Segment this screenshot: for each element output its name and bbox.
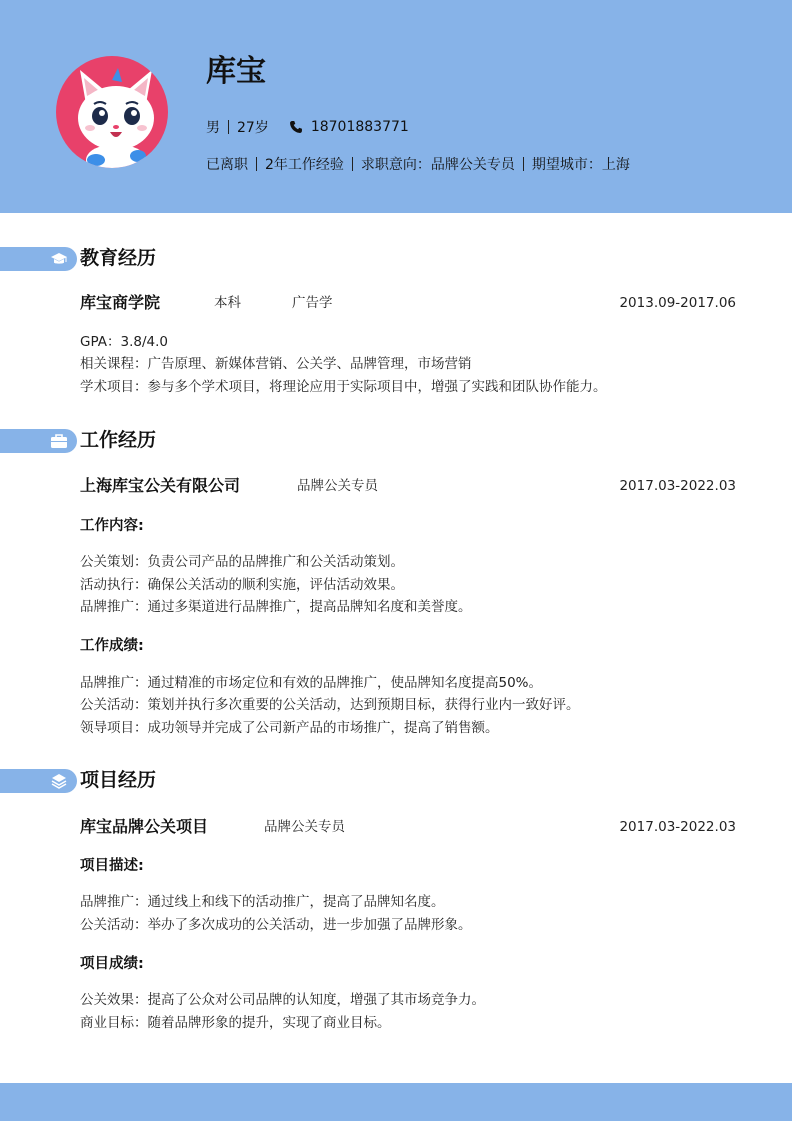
candidate-name: 库宝 <box>206 54 266 89</box>
education-line: GPA：3.8/4.0 <box>80 334 168 350</box>
header-banner <box>0 0 792 213</box>
work-content-line: 品牌推广：通过多渠道进行品牌推广，提高品牌知名度和美誉度。 <box>80 599 472 615</box>
job-info-row <box>206 154 630 174</box>
work-content-line: 活动执行：确保公关活动的顺利实施，评估活动效果。 <box>80 577 404 593</box>
graduation-cap-icon <box>50 251 68 267</box>
cartoon-cat-avatar <box>56 56 168 168</box>
section-title: 教育经历 <box>80 247 157 269</box>
briefcase-icon <box>50 433 68 449</box>
project-name: 库宝品牌公关项目 <box>80 817 209 836</box>
work-results-heading: 工作成绩: <box>80 638 144 654</box>
gender-text: 男 <box>206 120 220 136</box>
work-result-line: 公关活动：策划并执行多次重要的公关活动，达到预期目标，获得行业内一致好评。 <box>80 697 580 713</box>
separator <box>352 157 353 171</box>
school-name: 库宝商学院 <box>80 293 161 312</box>
work-result-line: 领导项目：成功领导并完成了公司新产品的市场推广，提高了销售额。 <box>80 720 499 736</box>
separator <box>256 157 257 171</box>
major-text: 广告学 <box>292 295 333 311</box>
separator <box>523 157 524 171</box>
work-content-line: 公关策划：负责公司产品的品牌推广和公关活动策划。 <box>80 554 404 570</box>
date-range: 2017.03-2022.03 <box>619 819 736 835</box>
project-results-heading: 项目成绩: <box>80 956 144 972</box>
project-desc-heading: 项目描述: <box>80 858 144 874</box>
role-text: 品牌公关专员 <box>264 819 345 835</box>
education-line: 学术项目：参与多个学术项目，将理论应用于实际项目中，增强了实践和团队协作能力。 <box>80 379 607 395</box>
education-entry <box>80 292 736 314</box>
phone-info <box>289 119 409 135</box>
phone-number: 18701883771 <box>310 119 409 135</box>
intention-text: 求职意向：品牌公关专员 <box>360 157 515 173</box>
status-text: 已离职 <box>206 157 248 173</box>
company-name: 上海库宝公关有限公司 <box>80 476 241 495</box>
date-range: 2017.03-2022.03 <box>619 478 736 494</box>
city-text: 期望城市：上海 <box>531 157 630 173</box>
footer-bar <box>0 1083 792 1121</box>
basic-info-row <box>206 117 409 137</box>
work-entry <box>80 475 736 497</box>
avatar <box>56 56 168 168</box>
role-text: 品牌公关专员 <box>297 478 378 494</box>
layers-icon <box>50 773 68 789</box>
experience-text: 2年工作经验 <box>265 157 344 173</box>
project-desc-line: 品牌推广：通过线上和线下的活动推广，提高了品牌知名度。 <box>80 894 445 910</box>
section-title: 工作经历 <box>80 429 157 451</box>
work-section-header <box>0 429 300 453</box>
section-title: 项目经历 <box>80 769 157 791</box>
education-section-header <box>0 247 300 271</box>
education-line: 相关课程：广告原理、新媒体营销、公关学、品牌管理，市场营销 <box>80 356 472 372</box>
separator <box>228 120 229 134</box>
date-range: 2013.09-2017.06 <box>619 295 736 311</box>
phone-icon <box>289 120 303 134</box>
work-content-heading: 工作内容: <box>80 518 144 534</box>
project-desc-line: 公关活动：举办了多次成功的公关活动，进一步加强了品牌形象。 <box>80 917 472 933</box>
work-result-line: 品牌推广：通过精准的市场定位和有效的品牌推广，使品牌知名度提高50%。 <box>80 675 543 691</box>
project-result-line: 商业目标：随着品牌形象的提升，实现了商业目标。 <box>80 1015 391 1031</box>
project-entry <box>80 816 736 838</box>
age-text: 27岁 <box>237 120 269 136</box>
project-section-header <box>0 769 300 793</box>
project-result-line: 公关效果：提高了公众对公司品牌的认知度，增强了其市场竞争力。 <box>80 992 485 1008</box>
degree-text: 本科 <box>214 295 241 311</box>
